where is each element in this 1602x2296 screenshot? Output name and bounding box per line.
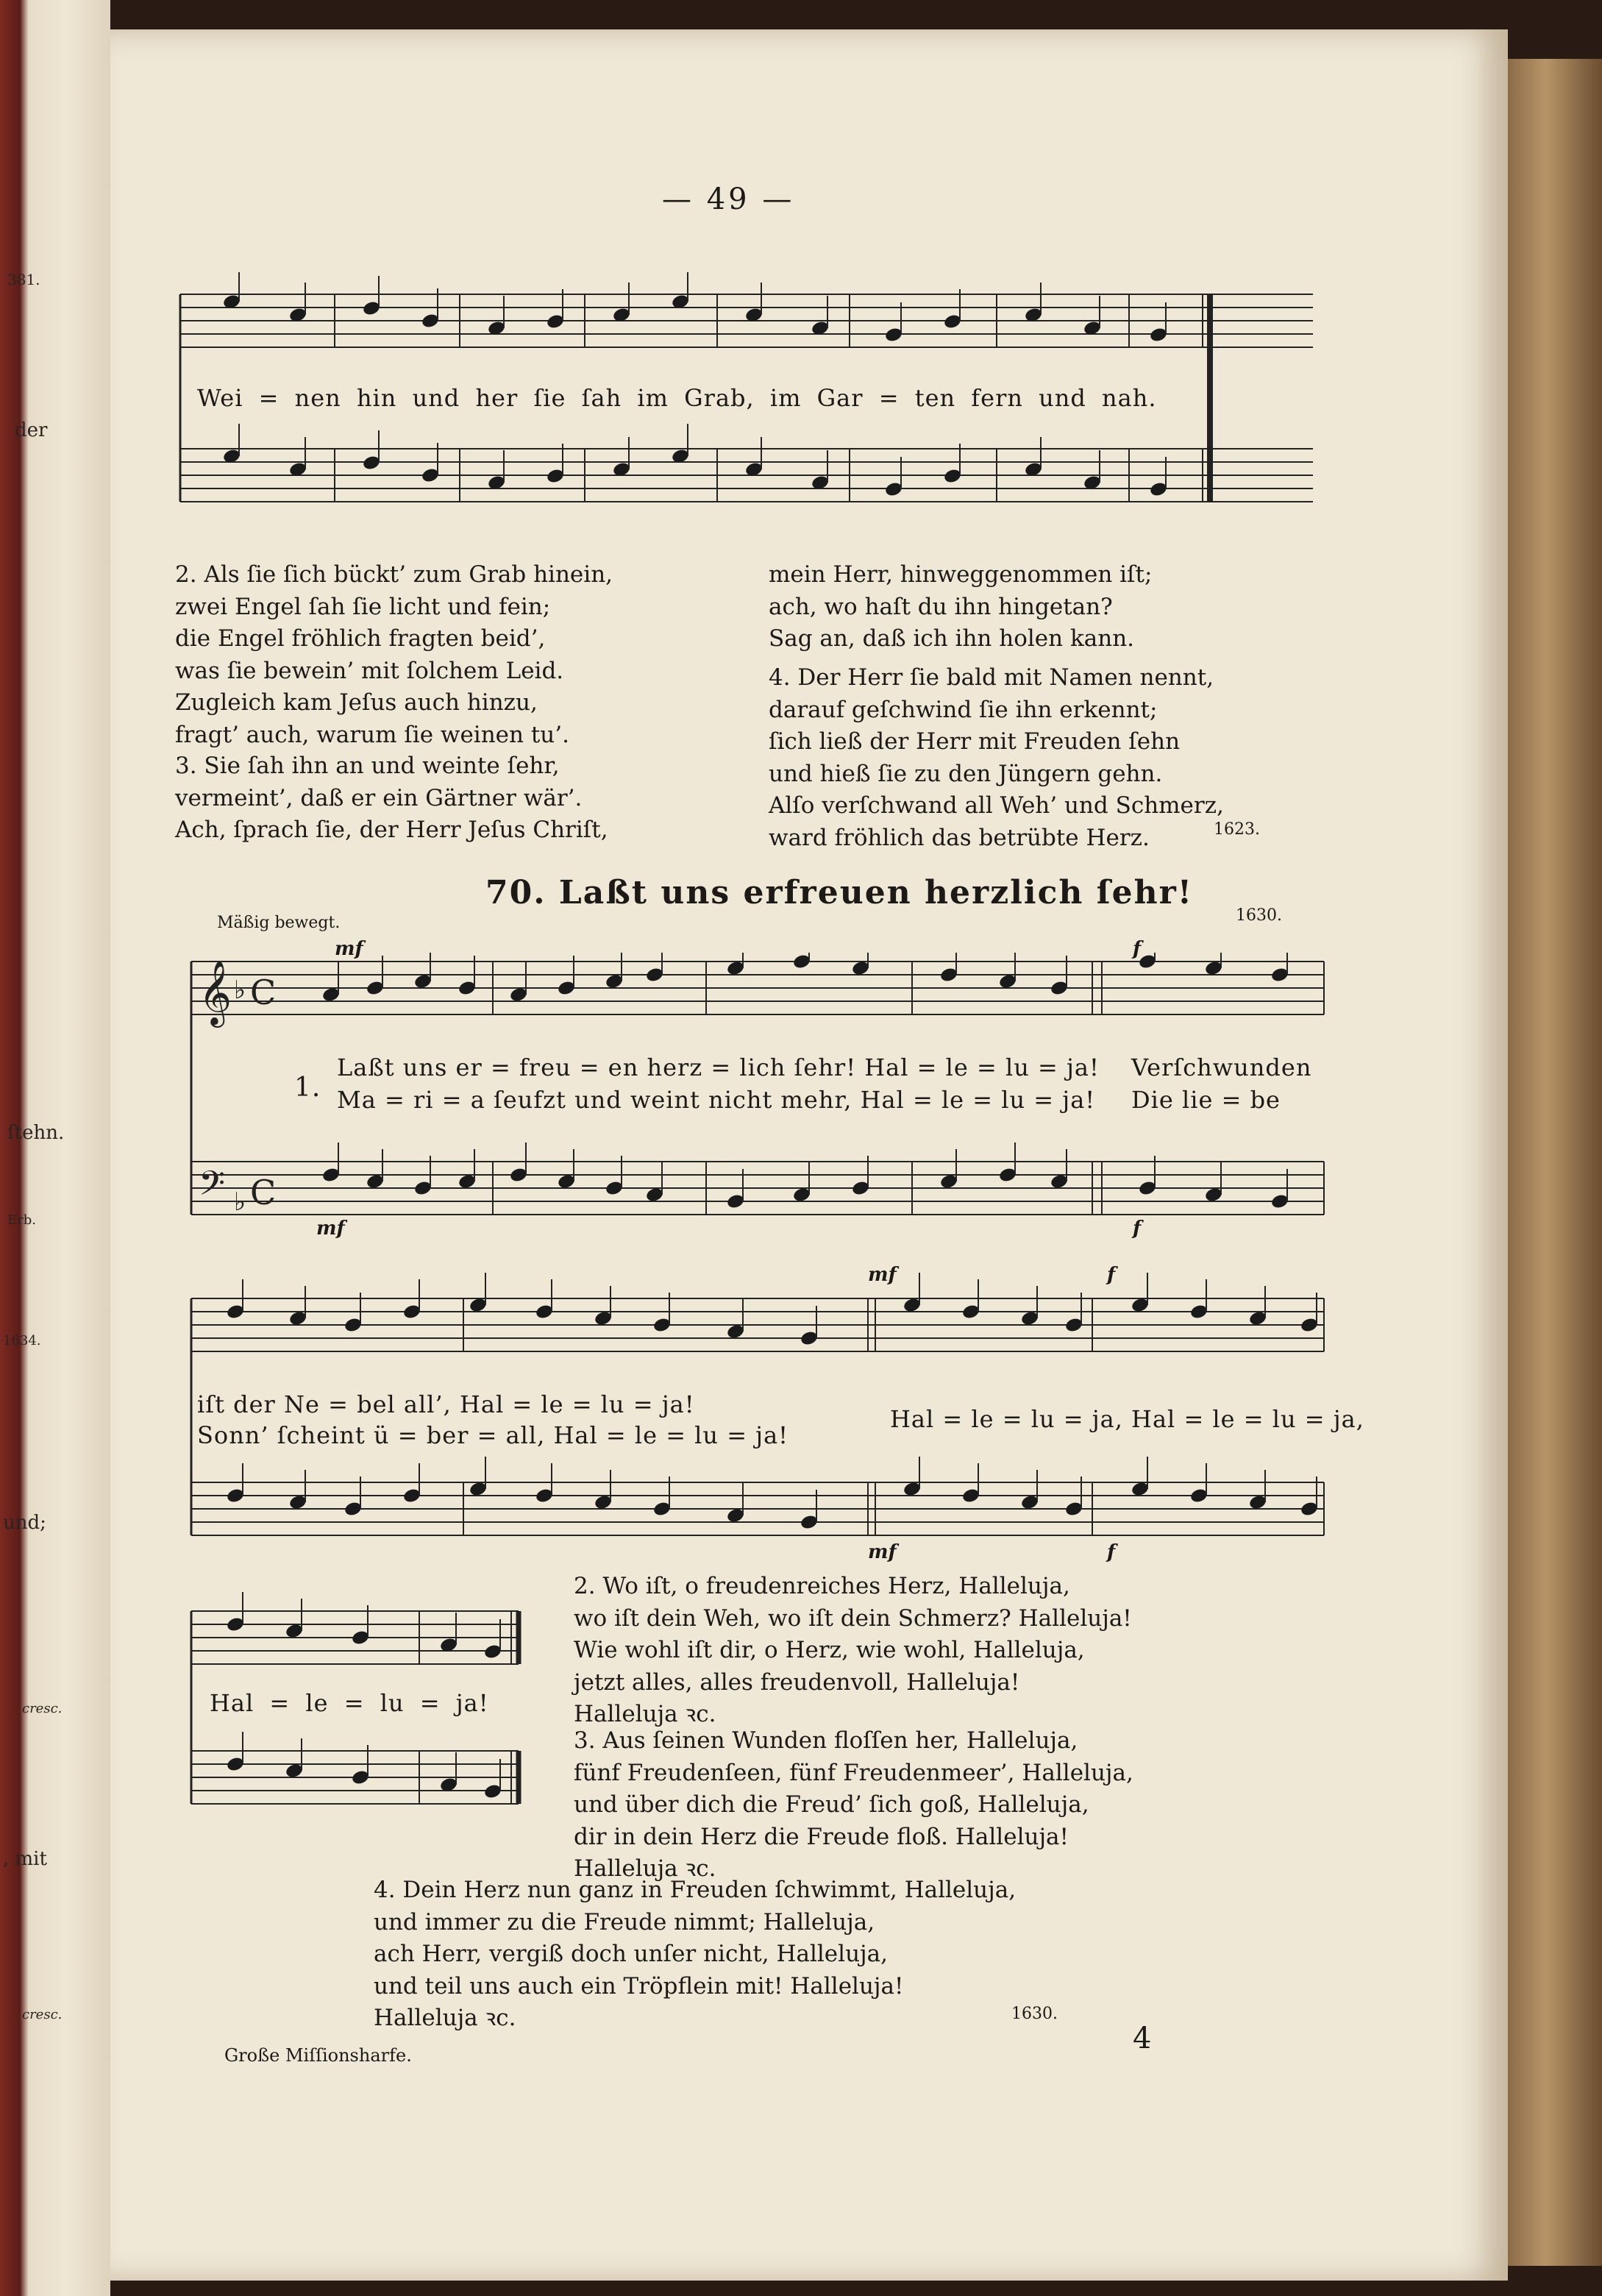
dynamic-marking: mf [868,1264,897,1286]
margin-fragment: 1634. [3,1333,41,1348]
page-number: — 49 — [662,182,795,216]
margin-fragment: der [15,419,48,441]
dynamic-marking: f [1133,938,1142,960]
book-title-footer: Große Miſſionsharfe. [224,2045,412,2066]
lyric-line: Laßt uns er = freu = en herz = lich ſehr! Hal = le = lu = ja! [337,1053,1100,1081]
margin-fragment: ſtehn. [7,1122,65,1144]
lyric-line-end: Die lie = be [1131,1086,1281,1114]
svg-text:♭: ♭ [234,1187,246,1217]
margin-fragment: und; [3,1512,46,1534]
lyric-line: Wei = nen hin und her ſie ſah im Grab, im Gar = ten fern und nah. [197,384,1157,412]
verse-3: 3. Aus ſeinen Wunden floſſen her, Halleluja, fünf Freudenſeen, fünf Freudenmeer’, Halleluja, und über dich die Freud’ ſich goß, Halleluja, dir in dein Herz die Freude floß. Halleluja! Halleluja ꝛc. [574,1727,1133,1882]
dynamic-marking: f [1107,1264,1116,1286]
verse-3: 3. Sie ſah ihn an und weinte ſehr, vermeint’, daß er ein Gärtner wär’. Ach, ſprach ſie, der Herr Jeſus Chriſt, [175,753,608,843]
dynamic-marking: f [1133,1218,1142,1240]
lyric-line: iſt der Ne = bel all’, Hal = le = lu = ja! [197,1390,695,1418]
dynamic-marking: mf [316,1218,345,1240]
year-note: 1623. [1214,820,1260,839]
svg-text:C: C [250,973,277,1012]
margin-fragment: Erb. [7,1212,36,1228]
tempo-marking: Mäßig bewegt. [217,914,341,932]
svg-text:♭: ♭ [234,975,246,1005]
verse-4: 4. Der Herr ſie bald mit Namen nennt, darauf geſchwind ſie ihn erkennt; ſich ließ der Herr mit Freuden ſehn und hieß ſie zu den Jüngern gehn. Alſo verſchwand all Weh’ und Schmerz, ward fröhlich das betrübte Herz. [769,664,1224,851]
signature-mark: 4 [1133,2022,1152,2055]
lyric-line: Hal = le = lu = ja! [210,1689,489,1717]
margin-fragment: 381. [7,271,40,288]
dynamic-marking: f [1107,1541,1116,1563]
year-note: 1630. [1236,906,1282,925]
margin-fragment: , mit [3,1848,47,1870]
svg-text:𝄞: 𝄞 [199,959,232,1025]
margin-fragment: cresc. [22,1701,63,1716]
verse-continued: mein Herr, hinweggenommen iſt; ach, wo haſt du ihn hingetan? Sag an, daß ich ihn holen kann. [769,561,1153,652]
verse-4: 4. Dein Herz nun ganz in Freuden ſchwimmt, Halleluja, und immer zu die Freude nimmt; Halleluja, ach Herr, vergiß doch unſer nicht, Halleluja, und teil uns auch ein Tröpflein mit! Halleluja! Halleluja ꝛc. [374,1877,1017,2031]
verse-number: 1. [294,1073,321,1103]
year-note: 1630. [1011,2005,1058,2023]
hymn-title: 70. Laßt uns erfreuen herzlich ſehr! [485,874,1194,911]
verse-2: 2. Wo iſt, o freudenreiches Herz, Halleluja, wo iſt dein Weh, wo iſt dein Schmerz? Halleluja! Wie wohl iſt dir, o Herz, wie wohl, Halleluja, jetzt alles, alles freudenvoll, Halleluja! Halleluja ꝛc. [574,1573,1132,1727]
book-spine [0,0,110,2296]
page-edge [1508,59,1602,2266]
margin-fragment: cresc. [22,2007,63,2022]
svg-text:𝄢: 𝄢 [199,1164,226,1212]
dynamic-marking: mf [868,1541,897,1563]
lyric-line: Ma = ri = a ſeufzt und weint nicht mehr, Hal = le = lu = ja! [337,1086,1096,1114]
lyric-line: Sonn’ ſcheint ü = ber = all, Hal = le = lu = ja! [197,1421,789,1449]
lyric-line-end: Verſchwunden [1131,1053,1312,1081]
verse-2: 2. Als ſie ſich bückt’ zum Grab hinein, zwei Engel ſah ſie licht und fein; die Engel fröhlich fragten beid’, was ſie bewein’ mit ſolchem Leid. Zugleich kam Jeſus auch hinzu, fragt’ auch, warum ſie weinen tu’. [175,561,613,748]
dynamic-marking: mf [335,938,363,960]
lyric-refrain: Hal = le = lu = ja, Hal = le = lu = ja, [890,1405,1364,1433]
svg-text:C: C [250,1173,277,1212]
